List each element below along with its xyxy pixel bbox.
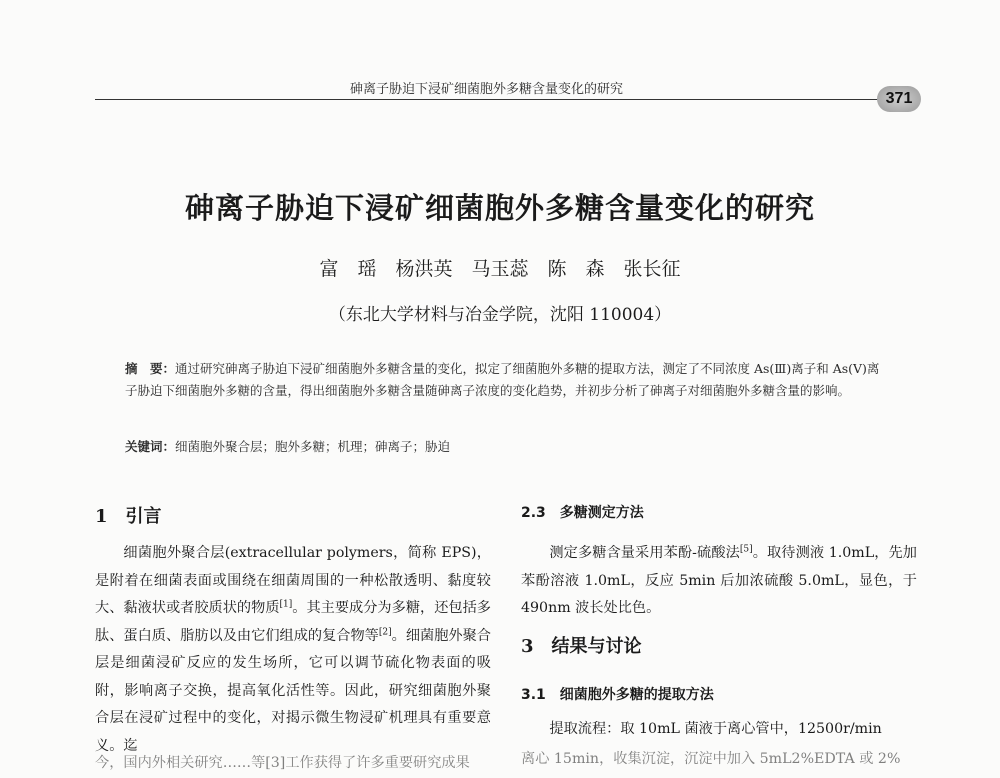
section-heading-introduction: 1 引言 — [95, 506, 162, 527]
page-number-badge: 371 — [877, 86, 921, 112]
author-list: 富 瑶 杨洪英 马玉蕊 陈 森 张长征 — [319, 258, 681, 280]
abstract-label: 摘 要： — [125, 361, 176, 376]
method-text-1: 测定多糖含量采用苯酚-硫酸法 — [549, 545, 740, 561]
citation-1: [1] — [279, 599, 293, 610]
section-heading-results: 3 结果与讨论 — [521, 636, 642, 657]
keywords-label: 关键词： — [125, 439, 176, 454]
extraction-cutoff-line: 离心 15min，收集沉淀，沉淀中加入 5mL2%EDTA 或 2% — [521, 751, 901, 767]
section-heading-3-1: 3.1 细菌胞外多糖的提取方法 — [521, 687, 714, 703]
intro-text-2: 。其主要成分为多糖，还包括多肽、蛋白质、脂肪以及由它们组成的复合物等 — [95, 600, 491, 644]
method-paragraph — [521, 540, 917, 623]
method-text-2: 。取待测液 1.0mL，先加苯酚溶液 1.0mL，反应 5min 后加浓硫酸 5.0mL，显色，于 490nm 波长处比色。 — [521, 545, 917, 616]
affiliation: （东北大学材料与冶金学院，沈阳 110004） — [328, 305, 672, 325]
header-rule — [95, 99, 881, 100]
citation-2: [2] — [378, 626, 392, 637]
section-heading-2-3: 2.3 多糖测定方法 — [521, 505, 644, 521]
intro-text-3: 。细菌胞外聚合层是细菌浸矿反应的发生场所，它可以调节硫化物表面的吸附，影响离子交换，提高氧化活性等。因此，研究细菌胞外聚合层在浸矿过程中的变化，对揭示微生物浸矿机理具有重要意义。迄 — [95, 627, 491, 754]
citation-5: [5] — [739, 544, 753, 555]
extraction-paragraph: 提取流程：取 10mL 菌液于离心管中，12500r/min — [549, 721, 882, 737]
paper-title: 砷离子胁迫下浸矿细菌胞外多糖含量变化的研究 — [184, 191, 815, 225]
keywords — [125, 437, 450, 455]
keywords-text: 细菌胞外聚合层；胞外多糖；机理；砷离子；胁迫 — [175, 439, 451, 454]
intro-cutoff-line: 今，国内外相关研究……等[3]工作获得了许多重要研究成果 — [95, 755, 470, 771]
intro-text-1: 细菌胞外聚合层(extracellular polymers，简称 EPS)，是附着在细菌表面或围绕在细菌周围的一种松散透明、黏度较大、黏液状或者胶质状的物质 — [95, 545, 491, 616]
abstract — [125, 358, 885, 402]
abstract-text: 通过研究砷离子胁迫下浸矿细菌胞外多糖含量的变化，拟定了细菌胞外多糖的提取方法，测定了不同浓度 As(Ⅲ)离子和 As(Ⅴ)离子胁迫下细菌胞外多糖的含量，得出细菌胞外多糖含量随砷离子浓度的变化趋势，并初步分析了砷离子对细菌胞外多糖含量的影响。 — [125, 361, 880, 398]
running-header: 砷离子胁迫下浸矿细菌胞外多糖含量变化的研究 — [350, 82, 624, 97]
